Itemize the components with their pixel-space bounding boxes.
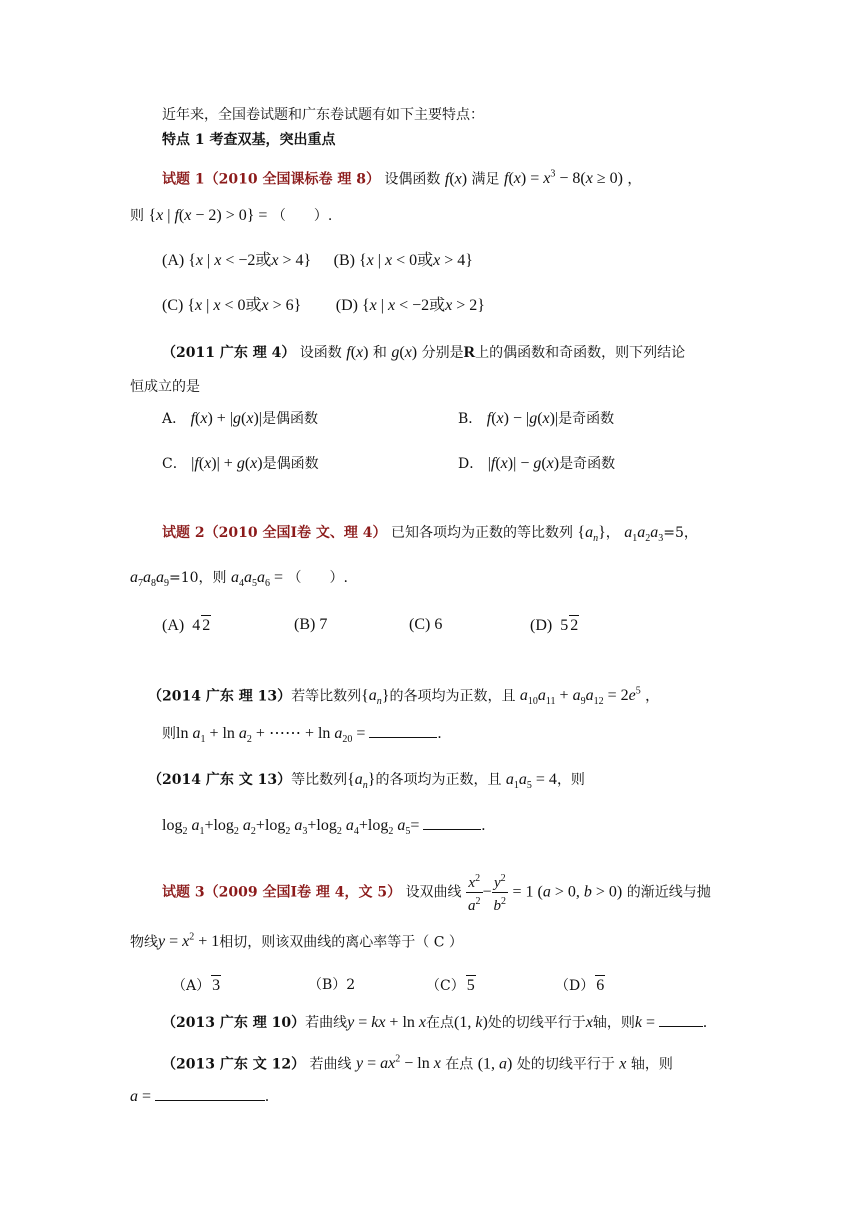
q3-cond: = 1 (a > 0, b > 0) <box>512 883 623 901</box>
q2c-stem: 等比数列 <box>291 772 348 788</box>
q1b-opt-b: B． f(x) − |g(x)|是奇函数 <box>458 410 615 427</box>
q2-line2 <box>130 568 348 594</box>
q1-opt-c: (C) {x | x < 0或x > 6} <box>162 297 302 314</box>
q1-set: {x | f(x − 2) > 0} = <box>148 207 268 224</box>
q1-paren: （ ）. <box>271 208 333 224</box>
q1b-and: 和 <box>372 345 387 361</box>
q3-line2: 物线$y = x^2 + 1$相切，则该双曲线的离心率等于（ C ） <box>130 932 463 951</box>
q1b-line2: 恒成立的是 <box>130 379 200 395</box>
q3b-source: （2013 广东 理 10） <box>162 1015 306 1031</box>
q3c-curve: $y = ax^2 - \ln x$ <box>355 1054 441 1073</box>
q2-line1: 试题 2（2010 全国Ⅰ卷 文、理 4） 已知各项均为正数的等比数列 $\{a_n\}$， $a_1a_2a_3=5$， <box>162 524 698 545</box>
q1-line2 <box>130 206 332 226</box>
q1b-f: f(x) <box>346 344 369 361</box>
q2-v1: =5， <box>663 525 698 541</box>
q1b-rest2: 上的偶函数和奇函数，则下列结论 <box>475 345 686 361</box>
q3-parabola: $y = x^2 + 1$ <box>158 932 220 951</box>
q2-prod2: $a_7a_8a_9$ <box>130 569 169 590</box>
q3b-curve: y = kx + ln x <box>347 1014 426 1031</box>
q1-def: $f(x) = x^3 - 8(x \ge 0)$ <box>503 169 623 188</box>
q2c-sum: $\log_2 a_1+\log_2$ $a_2+\log_2$ $a_3+\log_2$ $a_4+\log_2$ $a_5=$ . <box>162 817 486 838</box>
q2c-line1 <box>148 770 585 796</box>
q2b-line1: （2014 广东 理 13）若等比数列$\{a_n\}$的各项均为正数，且 $a_{10}a_{11} + a_9a_{12} = 2e^5$ ， <box>148 686 660 708</box>
q2-seq: $\{a_n\}$ <box>577 524 606 545</box>
q2-opt-a: (A) 4 2 <box>162 617 211 634</box>
q2-stem: 已知各项均为正数的等比数列 <box>390 525 573 541</box>
q3c-point: (1, a) <box>477 1055 513 1073</box>
q1b-opt-d: D． |f(x)| − g(x)是奇函数 <box>458 455 616 472</box>
q1-line1: 试题 1（2010 全国课标卷 理 8） 设偶函数 f(x) 满足 $f(x) = x^3 - 8(x \ge 0)$ ， <box>162 169 642 188</box>
q1b-rest: 分别是 <box>421 345 464 361</box>
q3c-line1: （2013 广东 文 12） 若曲线 $y = ax^2 - \ln x$ 在点 (1, a) 处的切线平行于 x 轴，则 <box>162 1054 673 1073</box>
q2b-rest: 的各项均为正数，且 <box>389 688 516 705</box>
q3-opt-d: （D） 6 <box>555 977 605 994</box>
q3-stem: 设双曲线 <box>405 884 462 901</box>
q2b-seq: $\{a_n\}$ <box>361 687 390 708</box>
q2-source: 试题 2（2010 全国Ⅰ卷 文、理 4） <box>162 525 387 541</box>
q1-options-ab <box>162 251 473 271</box>
q3-opt-b: （B）2 <box>308 977 356 993</box>
intro-text: 近年来，全国卷试题和广东卷试题有如下主要特点： <box>162 107 484 123</box>
q3b-point: (1, k) <box>454 1014 488 1031</box>
section-heading: 特点 1 考查双基，突出重点 <box>162 132 336 148</box>
q3c-line2: a = . <box>130 1088 270 1105</box>
q3b-line: （2013 广东 理 10）若曲线y = kx + ln x在点(1, k)处的切线平行于x轴，则k = . <box>162 1014 708 1031</box>
q2-opt-d: (D) 5 2 <box>530 617 579 634</box>
q2b-source: （2014 广东 理 13） <box>148 688 292 705</box>
q3-frac-y: $\frac{y^2}{b^2}$ <box>492 870 509 915</box>
q3-opt-a: （A） 3 <box>172 977 221 994</box>
q1-opt-a: (A) {x | x < −2或x > 4} <box>162 252 312 269</box>
q2b-cond: $a_{10}a_{11} + a_9a_{12} = 2e^5$ <box>519 686 641 708</box>
q2b-sum: $\ln a_1 + \ln a_2$ + ⋯⋯ + $\ln a_{20}$ = . <box>176 725 442 746</box>
q2c-source: （2014 广东 文 13） <box>148 772 292 788</box>
q1-source: 试题 1（2010 全国课标卷 理 8） <box>162 171 380 188</box>
q3-frac-x: $\frac{x^2}{a^2}$ <box>466 870 483 915</box>
q1b-line1 <box>162 343 685 363</box>
q3-line1: 试题 3（2009 全国Ⅰ卷 理 4，文 5） 设双曲线 $\frac{x^2}{a^2}$ − $\frac{y^2}{b^2}$ = 1 (a > 0, b > 0) 的渐近线与抛 <box>162 870 711 915</box>
q1-opt-b: (B) {x | x < 0或x > 4} <box>333 252 473 269</box>
q2b-stem: 若等比数列 <box>291 688 362 705</box>
q1-options-cd <box>162 296 485 316</box>
q1b-g: g(x) <box>391 344 418 361</box>
q3-rest: 的渐近线与抛 <box>626 884 711 901</box>
q1-func: f(x) <box>444 170 468 188</box>
q1b-opt-a: A． f(x) + |g(x)|是偶函数 <box>162 410 318 427</box>
q2b-line2 <box>162 723 441 750</box>
q2-prod1: $a_1a_2a_3$ <box>624 524 664 545</box>
q1b-R: R <box>463 344 476 361</box>
q1b-opt-c: C． |f(x)| + g(x)是偶函数 <box>162 455 319 472</box>
q1-then: 则 <box>130 208 144 224</box>
q1b-stem: 设函数 <box>299 345 342 361</box>
q3c-source: （2013 广东 文 12） <box>162 1056 306 1073</box>
q2-opt-c: (C) 6 <box>409 616 443 633</box>
q2-v2: =10，则 <box>169 570 227 586</box>
q2-opt-b: (B) 7 <box>294 616 328 633</box>
q1b-source: （2011 广东 理 4） <box>162 345 296 361</box>
q2b-then: 则 <box>162 726 176 742</box>
q2-prod3: $a_4a_5a_6$ = <box>231 569 284 590</box>
q2c-line2 <box>162 815 485 842</box>
q2c-rest: 的各项均为正数，且 <box>375 772 502 788</box>
q2-paren: （ ）. <box>287 570 348 586</box>
q1-mid: 满足 <box>471 171 500 188</box>
q2c-cond: $a_1a_5 = 4$ <box>505 771 557 792</box>
q3-source: 试题 3（2009 全国Ⅰ卷 理 4，文 5） <box>162 884 402 901</box>
q2c-then: ，则 <box>556 772 585 788</box>
q1-opt-d: (D) {x | x < −2或x > 2} <box>335 297 485 314</box>
q3-opt-c: （C） 5 <box>426 977 475 994</box>
q2c-seq: $\{a_n\}$ <box>347 771 376 792</box>
q1-stem: 设偶函数 <box>384 171 441 188</box>
